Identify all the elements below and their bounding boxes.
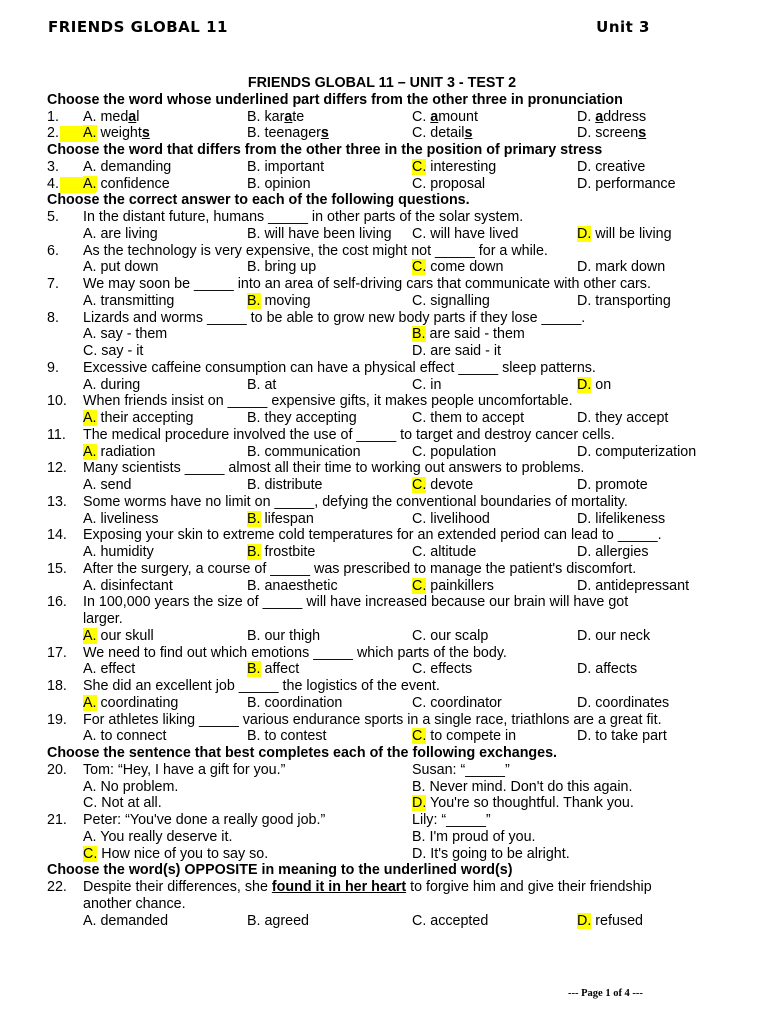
question-number: 13. xyxy=(47,493,67,510)
question-6-stem xyxy=(47,243,717,260)
question-number: 17. xyxy=(47,644,67,661)
option-a[interactable]: A. liveliness xyxy=(83,510,159,527)
option-c[interactable]: C. will have lived xyxy=(412,225,519,242)
question-1 xyxy=(47,109,717,126)
option-b[interactable]: B. affect xyxy=(247,661,300,678)
question-number: 20. xyxy=(47,761,67,778)
option-c[interactable]: C. effects xyxy=(412,661,473,678)
question-number: 6. xyxy=(47,242,59,259)
option-a[interactable]: A. say - them xyxy=(83,326,168,343)
question-20-options-row1 xyxy=(47,779,717,796)
option-d[interactable]: D. coordinates xyxy=(577,694,670,711)
option-a[interactable]: A. weights xyxy=(83,125,150,142)
option-c[interactable]: C. How nice of you to say so. xyxy=(83,845,269,862)
option-c[interactable]: C. devote xyxy=(412,477,474,493)
option-b[interactable]: B. communication xyxy=(247,443,361,460)
question-number: 5. xyxy=(47,209,59,225)
option-b[interactable]: B. are said - them xyxy=(412,326,525,343)
option-d[interactable]: D. screens xyxy=(577,125,647,142)
section-stress: Choose the word that differs from the other three in the position of primary stress xyxy=(47,142,603,158)
option-a[interactable]: A. their accepting xyxy=(83,410,194,426)
section-pronunciation: Choose the word whose underlined part differs from the other three in pronunciation xyxy=(47,91,623,108)
option-d[interactable]: D. computerization xyxy=(577,443,697,460)
option-a[interactable]: A. You really deserve it. xyxy=(83,828,233,845)
dialogue-speaker-2: Lily: “_____” xyxy=(412,812,491,828)
option-b[interactable]: B. will have been living xyxy=(247,225,392,242)
option-d[interactable]: D. allergies xyxy=(577,544,649,560)
option-b[interactable]: B. at xyxy=(247,376,277,393)
question-8-options-row1 xyxy=(47,326,717,343)
question-number: 1. xyxy=(47,108,59,125)
question-text: In 100,000 years the size of _____ will have increased because our brain will have got xyxy=(83,594,629,611)
question-number: 18. xyxy=(47,678,67,694)
option-b[interactable]: B. our thigh xyxy=(247,627,321,644)
option-c[interactable]: C. painkillers xyxy=(412,577,494,594)
option-c[interactable]: C. proposal xyxy=(412,175,486,192)
option-d[interactable]: D. on xyxy=(577,376,612,393)
question-text: Despite their differences, she found it in her heart to forgive him and give their friendship xyxy=(83,879,652,895)
option-d[interactable]: D. It's going to be alright. xyxy=(412,845,570,862)
question-11-options xyxy=(47,444,717,461)
question-13-options xyxy=(47,511,717,528)
option-b[interactable]: B. frostbite xyxy=(247,544,316,560)
question-16-options xyxy=(47,628,717,645)
question-number: 7. xyxy=(47,276,59,292)
question-7-stem xyxy=(47,276,717,293)
option-d[interactable]: D. You're so thoughtful. Thank you. xyxy=(412,795,634,812)
test-title: FRIENDS GLOBAL 11 – UNIT 3 - TEST 2 xyxy=(247,75,517,91)
option-a[interactable]: A. humidity xyxy=(83,544,154,560)
question-text: In the distant future, humans _____ in other parts of the solar system. xyxy=(83,209,524,225)
question-number: 16. xyxy=(47,594,67,611)
option-a[interactable]: A. send xyxy=(83,477,132,493)
option-a[interactable]: A. put down xyxy=(83,259,159,276)
question-21-stem xyxy=(47,812,717,829)
question-14-stem xyxy=(47,527,717,544)
question-12-stem xyxy=(47,460,717,477)
option-b[interactable]: B. opinion xyxy=(247,175,311,192)
question-8-stem xyxy=(47,310,717,327)
option-b[interactable]: B. to contest xyxy=(247,728,327,745)
option-c[interactable]: C. details xyxy=(412,125,473,142)
question-text: After the surgery, a course of _____ was prescribed to manage the patient's discomfort. xyxy=(83,560,637,577)
question-16-stem-cont xyxy=(47,611,717,628)
option-c[interactable]: C. coordinator xyxy=(412,694,502,711)
question-number: 4. xyxy=(47,175,59,192)
section-correct-answer: Choose the correct answer to each of the following questions. xyxy=(47,192,470,209)
option-a[interactable]: A. coordinating xyxy=(83,694,179,711)
test-content xyxy=(47,75,717,929)
option-a[interactable]: A. demanding xyxy=(83,158,172,175)
question-22-stem xyxy=(47,879,717,896)
option-c[interactable]: C. population xyxy=(412,443,497,460)
option-d[interactable]: D. creative xyxy=(577,158,646,175)
option-d[interactable]: D. our neck xyxy=(577,627,651,644)
option-a[interactable]: A. demanded xyxy=(83,912,169,929)
option-c[interactable]: C. altitude xyxy=(412,544,477,560)
option-c[interactable]: C. Not at all. xyxy=(83,795,162,812)
option-c[interactable]: C. accepted xyxy=(412,912,489,929)
option-d[interactable]: D. will be living xyxy=(577,225,672,242)
question-text: Excessive caffeine consumption can have a physical effect _____ sleep patterns. xyxy=(83,359,596,376)
question-22-options xyxy=(47,913,717,930)
option-a[interactable]: A. disinfectant xyxy=(83,577,173,594)
question-number: 22. xyxy=(47,879,67,895)
option-d[interactable]: D. lifelikeness xyxy=(577,510,666,527)
option-a[interactable]: A. medal xyxy=(83,108,140,125)
option-d[interactable]: D. they accept xyxy=(577,410,669,426)
option-b[interactable]: B. teenagers xyxy=(247,125,329,142)
question-19-stem xyxy=(47,712,717,729)
dialogue-speaker-1: Tom: “Hey, I have a gift for you.” xyxy=(83,761,286,778)
option-b[interactable]: B. bring up xyxy=(247,259,317,276)
question-20-options-row2 xyxy=(47,795,717,812)
question-number: 19. xyxy=(47,711,67,728)
option-b[interactable]: B. lifespan xyxy=(247,510,314,527)
option-c[interactable]: C. interesting xyxy=(412,158,497,175)
underlined-phrase: found it in her heart xyxy=(271,879,407,895)
question-20-stem xyxy=(47,762,717,779)
header-unit: Unit 3 xyxy=(596,18,650,36)
dialogue-speaker-2: Susan: “_____” xyxy=(412,761,510,778)
question-number: 15. xyxy=(47,560,67,577)
question-text-continued: larger. xyxy=(83,611,123,627)
option-c[interactable]: C. signalling xyxy=(412,292,490,309)
option-d[interactable]: D. are said - it xyxy=(412,343,501,359)
option-a[interactable]: A. radiation xyxy=(83,443,156,460)
question-text: When friends insist on _____ expensive gifts, it makes people uncomfortable. xyxy=(83,393,573,410)
question-3 xyxy=(47,159,717,176)
option-a[interactable]: A. during xyxy=(83,376,141,393)
option-a[interactable]: A. effect xyxy=(83,661,136,678)
option-b[interactable]: B. Never mind. Don't do this again. xyxy=(412,778,633,795)
option-b[interactable]: B. karate xyxy=(247,108,305,125)
option-a[interactable]: A. transmitting xyxy=(83,292,175,309)
question-17-options xyxy=(47,661,717,678)
option-c[interactable]: C. our scalp xyxy=(412,627,489,644)
option-d[interactable]: D. antidepressant xyxy=(577,577,690,594)
option-a[interactable]: A. are living xyxy=(83,225,158,242)
question-text: We need to find out which emotions _____ which parts of the body. xyxy=(83,644,507,661)
option-b[interactable]: B. I'm proud of you. xyxy=(412,828,536,845)
option-a[interactable]: A. No problem. xyxy=(83,778,179,795)
question-12-options xyxy=(47,477,717,494)
question-number: 14. xyxy=(47,527,67,544)
question-text: She did an excellent job _____ the logistics of the event. xyxy=(83,678,440,694)
question-9-stem xyxy=(47,360,717,377)
option-b[interactable]: B. they accepting xyxy=(247,410,357,426)
option-d[interactable]: D. address xyxy=(577,108,647,125)
question-10-options xyxy=(47,410,717,427)
question-15-stem xyxy=(47,561,717,578)
section-opposite: Choose the word(s) OPPOSITE in meaning to the underlined word(s) xyxy=(47,862,513,879)
question-number: 10. xyxy=(47,393,67,410)
option-d[interactable]: D. promote xyxy=(577,477,648,493)
option-c[interactable]: C. to compete in xyxy=(412,728,517,745)
question-text: For athletes liking _____ various endurance sports in a single race, triathlons are a great fit. xyxy=(83,711,662,728)
question-number: 2. xyxy=(47,125,59,142)
question-text: We may soon be _____ into an area of self-driving cars that communicate with other cars. xyxy=(83,276,651,292)
question-18-options xyxy=(47,695,717,712)
option-b[interactable]: B. important xyxy=(247,158,325,175)
question-text: The medical procedure involved the use of _____ to target and destroy cancer cells. xyxy=(83,426,615,443)
option-d[interactable]: D. affects xyxy=(577,661,638,678)
question-14-options xyxy=(47,544,717,561)
question-11-stem xyxy=(47,427,717,444)
option-a[interactable]: A. to connect xyxy=(83,728,167,745)
question-21-options-row2 xyxy=(47,846,717,863)
question-number: 9. xyxy=(47,359,59,376)
question-13-stem xyxy=(47,494,717,511)
question-2 xyxy=(47,125,717,142)
option-a[interactable]: A. our skull xyxy=(83,627,154,644)
question-22-stem-cont xyxy=(47,896,717,913)
option-d[interactable]: D. transporting xyxy=(577,292,671,309)
option-d[interactable]: D. mark down xyxy=(577,259,666,276)
option-b[interactable]: B. agreed xyxy=(247,912,309,929)
option-c[interactable]: C. them to accept xyxy=(412,410,525,426)
section-exchanges: Choose the sentence that best completes each of the following exchanges. xyxy=(47,745,558,761)
question-text: Many scientists _____ almost all their time to working out answers to problems. xyxy=(83,460,585,477)
option-c[interactable]: C. amount xyxy=(412,108,478,125)
question-text: Some worms have no limit on _____, defying the conventional boundaries of mortality. xyxy=(83,493,628,510)
question-text: Lizards and worms _____ to be able to grow new body parts if they lose _____. xyxy=(83,309,586,326)
question-8-options-row2 xyxy=(47,343,717,360)
page-footer: --- Page 1 of 4 --- xyxy=(568,988,643,999)
question-number: 8. xyxy=(47,309,59,326)
dialogue-speaker-1: Peter: “You've done a really good job.” xyxy=(83,812,326,828)
question-text-continued: another chance. xyxy=(83,895,186,912)
question-4 xyxy=(47,176,717,193)
option-d[interactable]: D. refused xyxy=(577,912,643,929)
option-c[interactable]: C. livelihood xyxy=(412,510,490,527)
option-c[interactable]: C. say - it xyxy=(83,343,144,359)
question-15-options xyxy=(47,578,717,595)
question-number: 21. xyxy=(47,812,67,828)
option-c[interactable]: C. come down xyxy=(412,259,504,276)
question-number: 11. xyxy=(47,426,66,443)
question-5-stem xyxy=(47,209,717,226)
question-16-stem xyxy=(47,594,717,611)
option-b[interactable]: B. moving xyxy=(247,292,311,309)
option-d[interactable]: D. performance xyxy=(577,175,676,192)
question-10-stem xyxy=(47,393,717,410)
question-number: 12. xyxy=(47,460,67,477)
option-b[interactable]: B. distribute xyxy=(247,477,323,493)
option-d[interactable]: D. to take part xyxy=(577,728,667,745)
question-17-stem xyxy=(47,645,717,662)
option-a[interactable]: A. confidence xyxy=(83,175,170,192)
question-18-stem xyxy=(47,678,717,695)
question-21-options-row1 xyxy=(47,829,717,846)
option-b[interactable]: B. anaesthetic xyxy=(247,577,338,594)
question-text: Exposing your skin to extreme cold temperatures for an extended period can lead to _____. xyxy=(83,527,662,544)
question-19-options xyxy=(47,728,717,745)
question-number: 3. xyxy=(47,158,59,175)
question-9-options xyxy=(47,377,717,394)
question-6-options xyxy=(47,259,717,276)
header-title: FRIENDS GLOBAL 11 xyxy=(48,18,228,36)
question-7-options xyxy=(47,293,717,310)
option-c[interactable]: C. in xyxy=(412,376,442,393)
option-b[interactable]: B. coordination xyxy=(247,694,343,711)
question-text: As the technology is very expensive, the cost might not _____ for a while. xyxy=(83,242,548,259)
question-5-options xyxy=(47,226,717,243)
